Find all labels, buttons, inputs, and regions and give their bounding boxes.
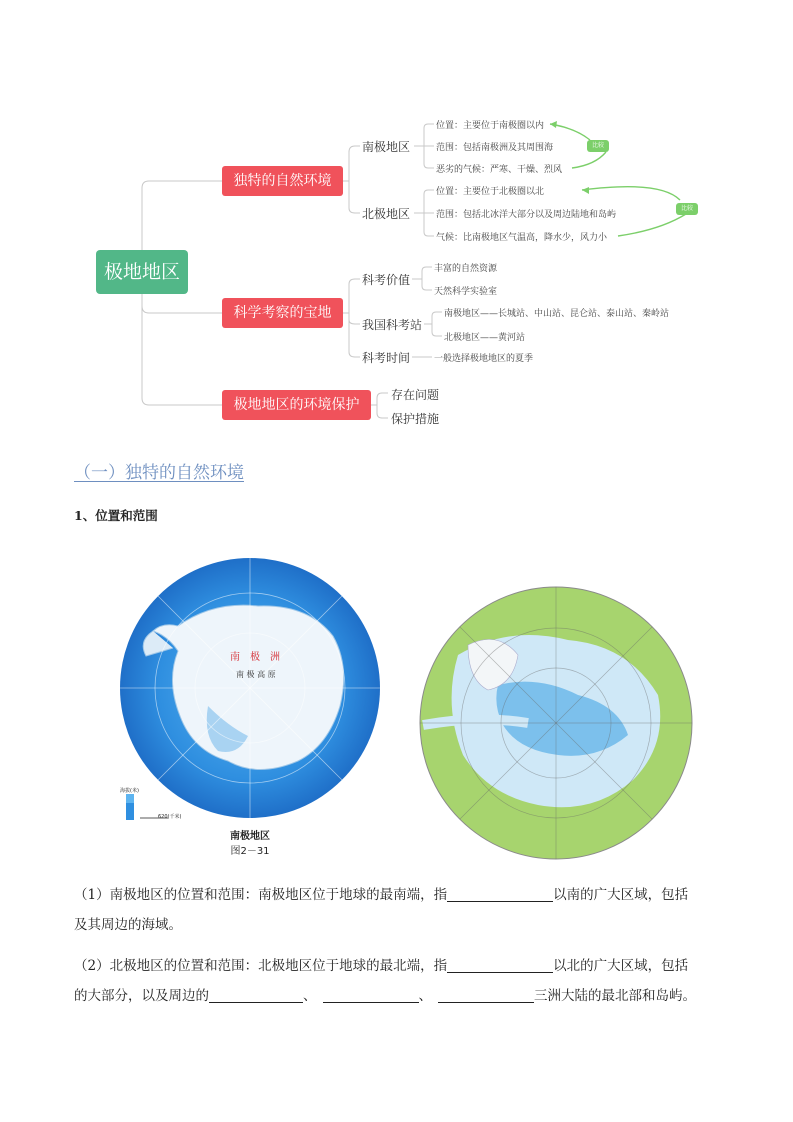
node-china-stations: 我国科考站	[362, 318, 423, 332]
blank-arctic-circle[interactable]	[447, 956, 553, 973]
legend-title: 海拔(米)	[120, 788, 139, 794]
scale-label: 620(千米)	[158, 814, 182, 820]
expedition-summer: 一般选择极地地区的夏季	[434, 354, 534, 364]
node-science-value: 科考价值	[362, 273, 411, 287]
node-problems: 存在问题	[391, 388, 440, 402]
node-antarctic: 南极地区	[362, 140, 411, 154]
antarctic-range: 范围：包括南极洲及其周围海	[436, 143, 554, 153]
antarctic-climate: 恶劣的气候：严寒、干燥、烈风	[436, 165, 563, 175]
branch-natural-environment: 独特的自然环境	[222, 166, 343, 196]
question-2-text-a: （2）北极地区的位置和范围：北极地区位于地球的最北端，指	[74, 958, 448, 974]
question-1-text-b: 以南的广大区域，包括	[553, 887, 689, 903]
arctic-range: 范围：包括北冰洋大部分以及周边陆地和岛屿	[436, 210, 617, 220]
compare-tag-arctic: 比较	[676, 203, 698, 215]
compare-tag-antarctic: 比较	[587, 140, 609, 152]
question-2-text-d: 三洲大陆的最北部和岛屿。	[534, 988, 696, 1004]
antarctic-map	[118, 556, 382, 820]
section-title: （一）独特的自然环境	[74, 463, 244, 483]
mindmap-root: 极地地区	[96, 250, 188, 294]
branch-environment-protection: 极地地区的环境保护	[222, 390, 371, 420]
antarctic-caption-title: 南极地区	[230, 831, 270, 842]
question-2-text-c: 的大部分，以及周边的	[74, 988, 209, 1004]
value-laboratory: 天然科学实验室	[434, 287, 498, 297]
antarctic-location: 位置：主要位于南极圈以内	[436, 121, 545, 131]
arctic-climate: 气候：比南极地区气温高，降水少，风力小	[436, 233, 608, 243]
subheading-location-range: 1、位置和范围	[74, 508, 158, 523]
plateau-label: 南 极 高 原	[236, 670, 276, 679]
antarctic-caption-figure: 图2－31	[230, 846, 270, 857]
blank-continent-3[interactable]	[438, 986, 534, 1003]
value-resources: 丰富的自然资源	[434, 264, 498, 274]
separator-2: 、	[418, 988, 432, 1004]
arctic-location: 位置：主要位于北极圈以北	[436, 187, 545, 197]
branch-science-expedition: 科学考察的宝地	[222, 298, 343, 328]
blank-continent-1[interactable]	[209, 986, 303, 1003]
blank-continent-2[interactable]	[323, 986, 419, 1003]
question-2-text-b: 以北的广大区域，包括	[553, 958, 689, 974]
question-1-text-a: （1）南极地区的位置和范围：南极地区位于地球的最南端，指	[74, 887, 448, 903]
separator-1: 、	[303, 988, 317, 1004]
antarctica-label: 南 极 洲	[230, 652, 280, 663]
arctic-map	[418, 585, 694, 861]
node-arctic: 北极地区	[362, 207, 411, 221]
stations-arctic: 北极地区——黄河站	[444, 333, 526, 343]
question-2	[74, 951, 724, 1011]
question-1-text-c: 及其周边的海域。	[74, 917, 182, 933]
node-expedition-time: 科考时间	[362, 351, 411, 365]
question-1	[74, 880, 724, 940]
blank-antarctic-circle[interactable]	[447, 885, 553, 902]
node-measures: 保护措施	[391, 412, 440, 426]
stations-antarctic: 南极地区——长城站、中山站、昆仑站、泰山站、秦岭站	[444, 309, 670, 319]
